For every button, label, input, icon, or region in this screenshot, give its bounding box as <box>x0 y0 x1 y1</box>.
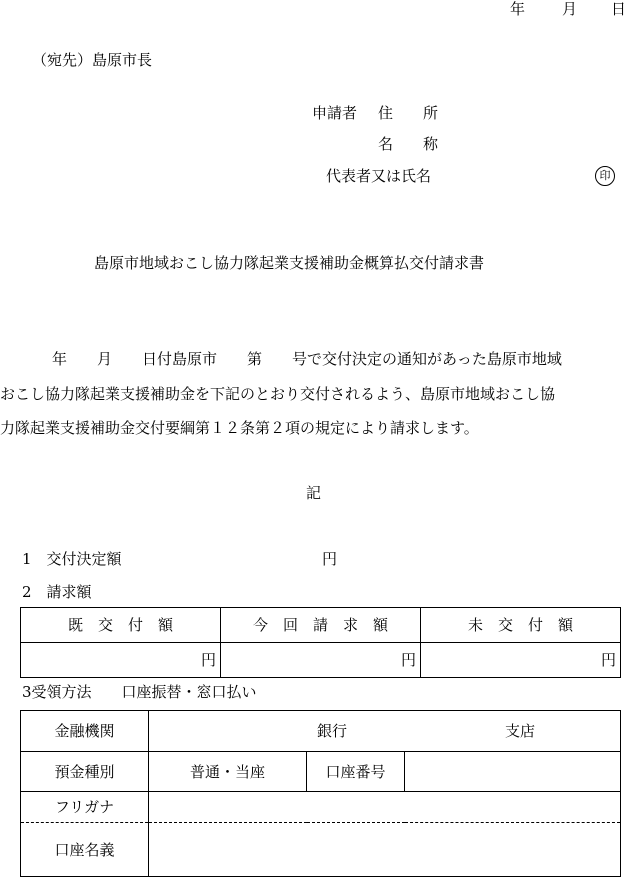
seal-mark: 印 <box>595 166 615 186</box>
bank-label: 金融機関 <box>21 711 149 752</box>
account-name-row <box>21 823 621 877</box>
account-type-value[interactable]: 普通・当座 <box>149 752 307 792</box>
header-current-request: 今 回 請 求 額 <box>221 608 421 643</box>
request-amount-value-row <box>21 643 621 678</box>
date-day: 日 <box>611 0 627 18</box>
bank-suffix: 銀行 <box>317 722 348 740</box>
date-month: 月 <box>562 0 578 18</box>
date-year: 年 <box>510 0 526 18</box>
bank-row <box>21 711 621 752</box>
account-number-label: 口座番号 <box>307 752 405 792</box>
account-name-value[interactable] <box>149 823 621 877</box>
account-name-label: 口座名義 <box>21 823 149 877</box>
request-amount-header-row <box>21 608 621 643</box>
body-line-3: 力隊起業支援補助金交付要綱第１２条第２項の規定により請求します。 <box>0 419 479 437</box>
branch-suffix: 支店 <box>505 722 536 740</box>
current-request-value[interactable]: 円 <box>221 643 421 678</box>
section-1-unit: 円 <box>322 550 338 568</box>
bank-value-cell[interactable] <box>149 711 621 752</box>
bank-account-table <box>20 710 621 877</box>
ki-label: 記 <box>306 484 322 502</box>
furigana-label: フリガナ <box>21 792 149 823</box>
unpaid-value[interactable]: 円 <box>421 643 621 678</box>
representative-label: 代表者又は氏名 <box>326 167 432 185</box>
document-title: 島原市地域おこし協力隊起業支援補助金概算払交付請求書 <box>94 254 485 272</box>
header-already-paid: 既 交 付 額 <box>21 608 221 643</box>
section-2-label: 2 請求額 <box>22 583 92 601</box>
already-paid-value[interactable]: 円 <box>21 643 221 678</box>
addressee: （宛先）島原市長 <box>32 51 153 69</box>
section-1-label: 1 交付決定額 <box>22 550 122 568</box>
body-line-2: おこし協力隊起業支援補助金を下記のとおり交付されるよう、島原市地域おこし協 <box>0 385 556 403</box>
header-unpaid: 未 交 付 額 <box>421 608 621 643</box>
address-label: 住 所 <box>378 104 439 122</box>
body-line-1: 年 月 日付島原市 第 号で交付決定の通知があった島原市地域 <box>52 350 562 368</box>
section-3-label: 3受領方法 口座振替・窓口払い <box>22 683 257 701</box>
furigana-row <box>21 792 621 823</box>
account-type-row <box>21 752 621 792</box>
name-label: 名 称 <box>378 135 439 153</box>
request-amount-table <box>20 607 621 678</box>
account-number-value[interactable] <box>405 752 621 792</box>
applicant-label: 申請者 <box>312 104 358 122</box>
furigana-value[interactable] <box>149 792 621 823</box>
account-type-label: 預金種別 <box>21 752 149 792</box>
